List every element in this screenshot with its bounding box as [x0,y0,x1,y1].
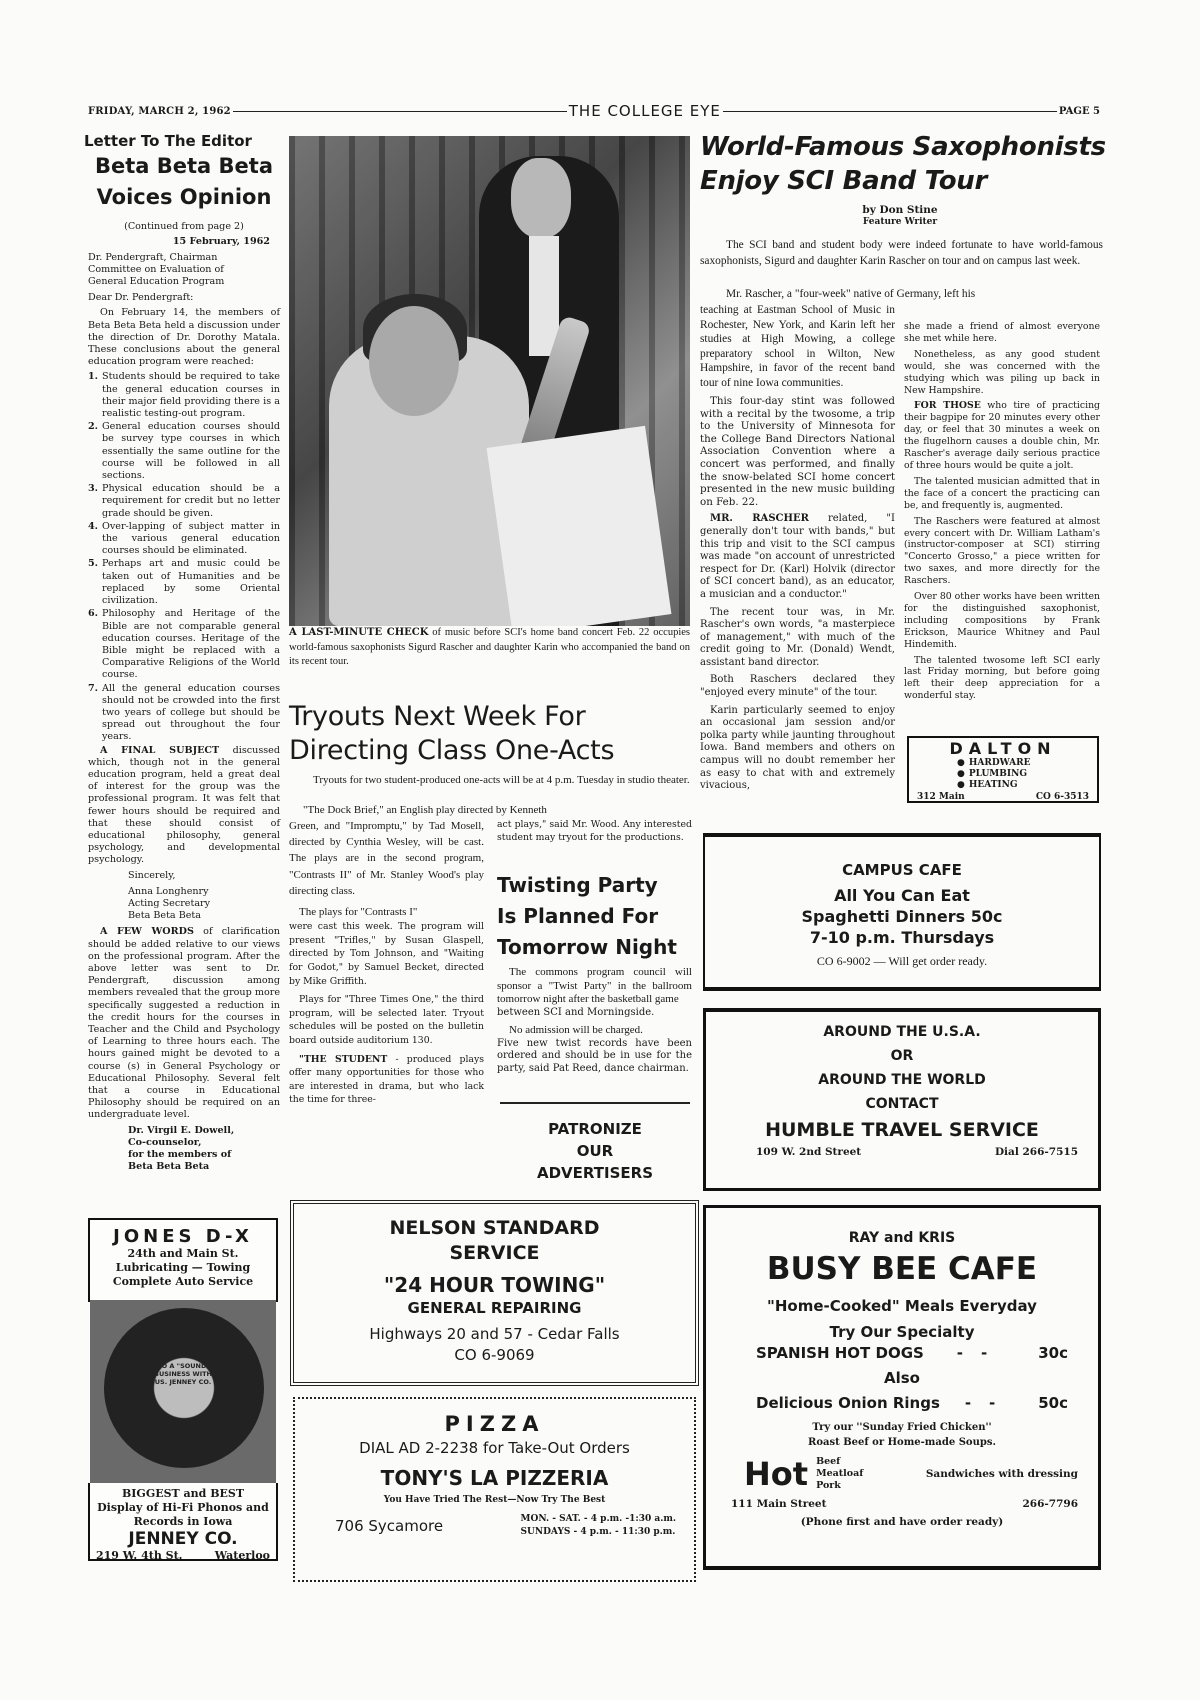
ad-name: JENNEY CO. [128,1529,238,1549]
masthead [88,103,1100,119]
salutation: Dear Dr. Pendergraft: [88,292,194,304]
bullet-item: ● HARDWARE [957,758,1089,769]
tryouts-column-1: Green, and "Impromptu," by Tad Mosell, directed by Cynthia Wesley, will be cast. The plays are in the second program, "Contrasts II" of Mr. Stanley Wood's play directing class. The plays for "Contrasts I" were cast this week. The program will present "Trifles," by Susan Glaspell, directed by Tom Johnson, and "Waiting for Godot," by Samuel Becket, directed by Mike Griffith. Plays for "Three Times One," the third program, will be selected later. Tryout schedules will be posted on the bulletin board outside auditorium 130. "THE STUDENT - produced plays offer many opportunities for those who are interested in drama, but who lack the time for three- [289,820,484,1106]
byline: by Don Stine Feature Writer [862,204,938,227]
saxophonists-column-1: teaching at Eastman School of Music in Rochester, New York, and Karin left her studies at High Mowing, a college preparatory school in Wilton, New Hampshire, in favor of the recent band tour of nine Iowa communities. This four-day stint was followed with a recital by the twosome, a trip to the University of Minnesota for the College Band Directors National Association Convention where a concert was performed, and finally the snow-belated SCI home concert presented in the new music building on Feb. 22. MR. RASCHER related, "I generally don't tour with bands," but this trip and visit to the SCI campus was made "on account of unrestricted respect for Dr. (Karl) Holvik (director of SCI concert band), as an educator, a musician and a conductor." The recent tour was, in Mr. Rascher's own words, "a masterpiece of management," with much of the credit going to Mr. (Donald) Wendt, assistant band director. Both Raschers declared they "enjoyed every minute" of the tour. Karin particularly seemed to enjoy an occasional jam session and/or polka party while jaunting throughout Iowa. Band members and others on campus will no doubt remember her as easy to chat with and extremely vivacious, [700,304,895,792]
record-photo [90,1300,276,1483]
bullet-item: ● PLUMBING [957,769,1089,780]
ad-jenney-co: BIGGEST and BEST Display of Hi-Fi Phonos and Records in Iowa JENNEY CO. 219 W. 4th St. Waterloo [88,1483,278,1561]
sheet-music [487,426,672,626]
twist-article: The commons program council will sponsor a "Twist Party" in the ballroom tomorrow night after the basketball game between SCI and Morningside. No admission will be charged. Five new twist records have been ordered and should be in use for the party, said Pat Reed, dance chairman. [497,966,692,1075]
address-line: General Education Program [88,276,225,288]
saxophonists-lede-2: Mr. Rascher, a "four-week" native of Germany, left his [726,288,976,300]
signature-block-2: Dr. Virgil E. Dowell, Co-counselor, for the members of Beta Beta Beta [128,1124,235,1173]
ad-tonys-pizzeria: PIZZA DIAL AD 2-2238 for Take-Out Orders TONY'S LA PIZZERIA You Have Tried The Rest—Now Try The Best 706 Sycamore MON. - SAT. - 4 p.m. -1:30 a.m. SUNDAYS - 4 p.m. - 11:30 p.m. [293,1397,696,1582]
saxophonists-lede: The SCI band and student body were indeed fortunate to have world-famous saxophonists, Sigurd and daughter Karin Rascher on tour and on campus last week. [700,239,1103,267]
ad-busy-bee-cafe: RAY and KRIS BUSY BEE CAFE "Home-Cooked" Meals Everyday Try Our Specialty SPANISH HOT DOGS -- 30c Also Delicious Onion Rings -- 50c Try our ''Sunday Fried Chicken'' Roast Beef or Home-made Soups. Hot Beef Meatloaf Pork Sandwiches with dressing 111 Main Street 266-7796 (Phone first and have order ready) [703,1205,1101,1570]
letter-headline [88,151,280,213]
tryouts-p1-wide: "The Dock Brief," an English play directed by Kenneth [303,804,547,816]
letter-kicker: Letter To The Editor [84,132,252,150]
address-line: Committee on Evaluation of [88,263,224,275]
ad-jones-dx: JONES D-X 24th and Main St. Lubricating — Towing Complete Auto Service [88,1218,278,1302]
address-line: Dr. Pendergraft, Chairman [88,251,218,263]
headline-line: Voices Opinion [96,185,272,210]
letter-dateline: 15 February, 1962 [172,236,270,248]
continued-note: (Continued from page 2) [124,221,244,233]
ad-humble-travel: AROUND THE U.S.A. OR AROUND THE WORLD CONTACT HUMBLE TRAVEL SERVICE 109 W. 2nd Street Dial 266-7515 [703,1008,1101,1191]
list-item: 1. Students should be required to take the general education courses in their major field providing there is a realistic testing-out program. [88,371,280,420]
page-number: PAGE 5 [1058,105,1101,117]
masthead-rule [233,111,567,112]
ad-dalton: DALTON ● HARDWARE ● PLUMBING ● HEATING 312 Main CO 6-3513 [907,736,1099,803]
conclusions-list [88,371,280,743]
clarification-paragraph: A FEW WORDS of clarification should be added relative to our views on the professional program. After the above letter was sent to Dr. Pendergraft, discussion among members revealed that the group more specifically suggested a reduction in the credit hours for the courses in Teacher and the Child and Psychology of Learning to three hours each. The hours gained might be devoted to a course (s) in General Psychology or Educational Philosophy. Several felt that a course in Educational Philosophy should be required on an undergraduate level. [88,926,280,1121]
rascher-photo [289,136,690,626]
tryouts-headline: Tryouts Next Week For Directing Class One-Acts [289,701,615,766]
letter-to-editor-article [84,132,280,1173]
list-item: 2. General education courses should be survey type courses in which essentially the same outline for the course will be followed in all sections. [88,421,280,482]
issue-date: FRIDAY, MARCH 2, 1962 [88,105,231,117]
list-item: 6. Philosophy and Heritage of the Bible are not comparable general education courses. Heritage of the Bible might be replaced with a Comparative Religions of the World course. [88,608,280,681]
ad-name: JONES D-X [113,1226,253,1247]
tryouts-column-2: act plays," said Mr. Wood. Any interested student may tryout for the productions. [497,819,692,843]
saxophonists-headline: World-Famous Saxophonists Enjoy SCI Band Tour [700,132,1106,196]
vinyl-record-icon [104,1308,264,1468]
ad-campus-cafe: CAMPUS CAFE All You Can Eat Spaghetti Dinners 50c 7-10 p.m. Thursdays CO 6-9002 — Will get order ready. [703,833,1101,991]
signature-block: Sincerely, Anna Longhenry Acting Secretary Beta Beta Beta [128,869,211,922]
menu-item: SPANISH HOT DOGS -- 30c [756,1344,1068,1362]
record-label-text: DO A "SOUND" BUSINESS WITH US. JENNEY CO. [153,1362,212,1386]
letter-intro: On February 14, the members of Beta Beta Beta held a discussion under the direction of Dr. Dorothy Matala. These conclusions about the general education program were reached: [88,307,280,368]
letter-address [88,252,280,289]
bullet-item: ● HEATING [957,780,1089,791]
list-item: 3. Physical education should be a requirement for credit but no letter grade should be given. [88,483,280,519]
list-item: 4. Over-lapping of subject matter in the various general education courses should be eliminated. [88,520,280,557]
letter-final-paragraph: A FINAL SUBJECT discussed which, though not in the general education program, held a great deal of interest for the group was the professional program. It was felt that fewer hours should be required and that these should consist of educational philosophy, general psychology, and developmental psychology. [88,744,280,866]
masthead-rule [723,111,1057,112]
menu-item: Delicious Onion Rings -- 50c [756,1394,1068,1412]
tryouts-lede: Tryouts for two student-produced one-acts will be at 4 p.m. Tuesday in studio theater. [313,774,690,786]
photo-caption: A LAST-MINUTE CHECK of music before SCI's home band concert Feb. 22 occupies world-famous saxophonists Sigurd Rascher and daughter Karin who accompanied the band on its recent tour. [289,627,691,667]
list-item: 7. All the general education courses should not be crowded into the first two years of college but should be spread out throughout the four years. [88,682,280,743]
headline-line: Beta Beta Beta [95,154,273,179]
list-item: 5. Perhaps art and music could be taken out of Humanities and be replaced by some Oriental civilization. [88,558,280,607]
patronize-advertisers: PATRONIZE OUR ADVERTISERS [536,1120,653,1182]
saxophonists-column-2: she made a friend of almost everyone she met while here. Nonetheless, as any good student would, she was concerned with the studying which was piling up back in New Hampshire. FOR THOSE who tire of practicing their bagpipe for 20 minutes every other day, or feel that 30 minutes a week on the flugelhorn causes a double chin, Mr. Rascher's average daily serious practice of three hours would be quite a jolt. The talented musician admitted that in the face of a concert the practicing can be, and frequently is, augmented. The Raschers were featured at almost every concert with Dr. William Latham's (instructor-composer at SCI) stirring "Concerto Grosso," a piece written for two saxes, and more directly for the Raschers. Over 80 other works have been written for the distinguished saxophonist, including compositions by Frank Erickson, Maurice Whitney and Paul Hindemith. The talented twosome left SCI early last Friday morning, but before going left their deep appreciation for a wonderful stay. [904,321,1101,702]
twist-headline: Twisting Party Is Planned For Tomorrow Night [497,873,677,959]
paper-name: THE COLLEGE EYE [568,102,721,120]
ad-nelson-standard: NELSON STANDARD SERVICE "24 HOUR TOWING" GENERAL REPAIRING Highways 20 and 57 - Cedar Falls CO 6-9069 [293,1203,696,1383]
divider [500,1102,690,1104]
